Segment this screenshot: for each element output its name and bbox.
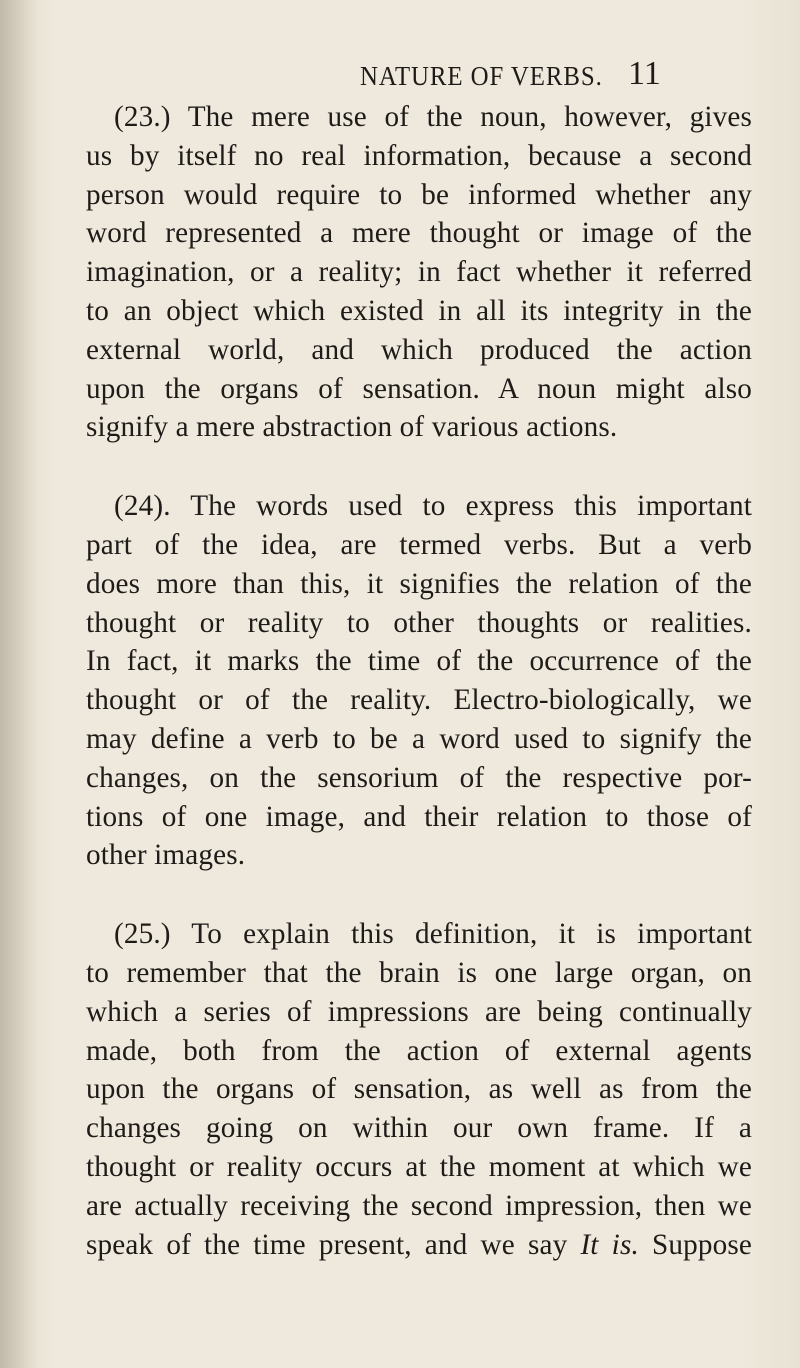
text-line: (25.) To explain this definition, it is important <box>114 918 752 951</box>
text-line: to an object which existed in all its integrity in the <box>86 294 752 327</box>
text-line: does more than this, it signifies the relation of the <box>86 567 752 600</box>
gutter-shadow <box>0 0 40 1368</box>
text-line-final <box>86 1226 752 1265</box>
text-line: In fact, it marks the time of the occurrence of the <box>86 645 752 678</box>
text-line: imagination, or a reality; in fact whether it referred <box>86 256 752 289</box>
running-head-title: NATURE OF VERBS. <box>360 61 603 91</box>
text-line: may define a verb to be a word used to signify the <box>86 722 752 755</box>
text-line: (24). The words used to express this important <box>114 490 752 523</box>
text-line: (23.) The mere use of the noun, however, gives <box>114 101 752 133</box>
running-head <box>0 55 800 100</box>
text-line: are actually receiving the second impression, then we <box>86 1189 752 1222</box>
body-text <box>86 98 752 1264</box>
italic-phrase: It is. <box>580 1228 639 1261</box>
paragraph-24 <box>86 487 752 875</box>
text-line: upon the organs of sensation, as well as from the <box>86 1073 752 1106</box>
text-line: word represented a mere thought or image of the <box>86 217 752 250</box>
text-line: upon the organs of sensation. A noun might also <box>86 372 752 405</box>
text-line: other images. <box>86 839 246 872</box>
paragraph-25 <box>86 915 752 1264</box>
text-line: thought or reality occurs at the moment at which we <box>86 1150 752 1183</box>
page-number: 11 <box>628 55 661 92</box>
text-line: part of the idea, are termed verbs. But a verb <box>86 528 752 561</box>
text-line: signify a mere abstraction of various actions. <box>86 411 618 444</box>
text-line: to remember that the brain is one large organ, on <box>86 956 752 989</box>
text-line: changes, on the sensorium of the respective por- <box>86 761 752 794</box>
final-line-end: Suppose <box>638 1228 752 1261</box>
text-line: changes going on within our own frame. If a <box>86 1112 752 1145</box>
paragraph-23 <box>86 98 752 447</box>
text-line: person would require to be informed whether any <box>86 178 752 211</box>
text-line: tions of one image, and their relation to those of <box>86 800 752 833</box>
final-line-start: speak of the time present, and we say <box>86 1228 581 1261</box>
text-line: thought or of the reality. Electro-biologically, we <box>86 684 752 717</box>
text-line: external world, and which produced the action <box>86 333 752 366</box>
text-line: which a series of impressions are being continually <box>86 995 752 1028</box>
text-line: us by itself no real information, because a second <box>86 139 752 172</box>
text-line: made, both from the action of external agents <box>86 1034 752 1067</box>
text-line: thought or reality to other thoughts or realities. <box>86 606 752 639</box>
